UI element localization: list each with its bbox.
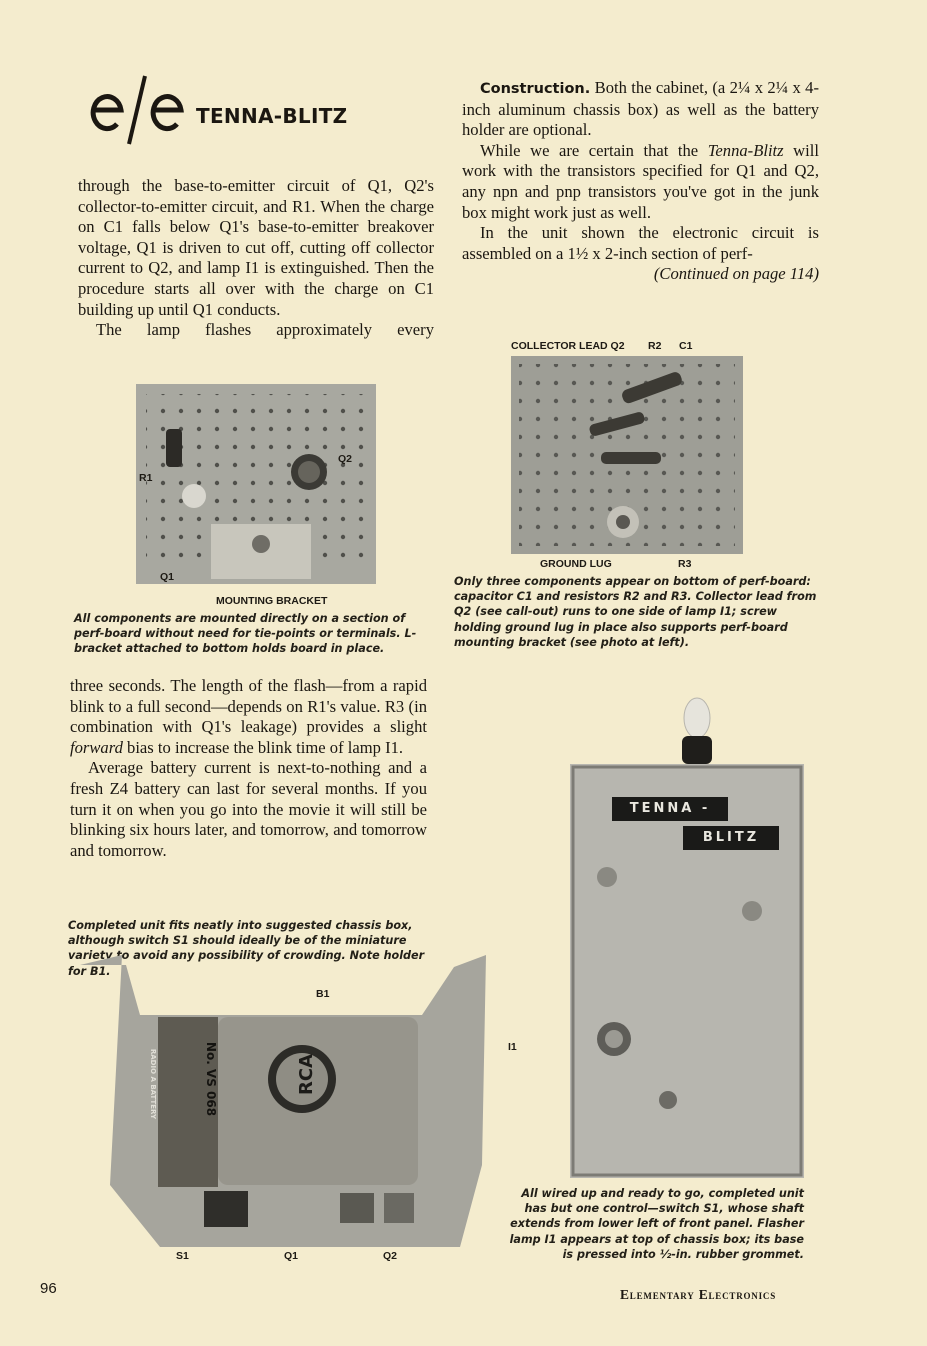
caption-chassis-box: All wired up and ready to go, completed unit has but one control—switch S1, whose shaft extends from lower left of front panel. Flasher lamp I1 appears at top of chassis box; its base is pressed into ½-in. rubber grommet. [509, 1187, 804, 1261]
label-collector-lead: COLLECTOR LEAD Q2 [511, 340, 625, 352]
label-q2-bottom: Q2 [383, 1250, 398, 1262]
label-c1: C1 [679, 340, 693, 352]
body-paragraph: The lamp flashes approximately every [96, 320, 434, 340]
photo-flasher-lamp [678, 696, 716, 766]
battery-sub-label: RADIO A BATTERY [149, 1048, 158, 1120]
right-column-top-text [462, 78, 819, 285]
panel-label-blitz: BLITZ [683, 826, 779, 850]
section-heading: Construction. [480, 81, 591, 97]
page-number: 96 [40, 1280, 57, 1297]
label-mounting-bracket: MOUNTING BRACKET [216, 595, 328, 607]
label-r3: R3 [678, 558, 692, 570]
body-paragraph: through the base-to-emitter circuit of Q1, Q2's collector-to-emitter circuit, and R1. When the charge on C1 falls below Q1's base-to-emitter breakover voltage, Q1 is driven to cut off, cutting off collector current to Q2, and lamp I1 is extinguished. Then the procedure starts all over with the charge on C1 building up until Q1 conducts. [78, 176, 434, 319]
label-s1: S1 [176, 1250, 189, 1262]
label-ground-lug: GROUND LUG [540, 558, 612, 570]
continued-note: (Continued on page 114) [653, 264, 819, 284]
label-i1: I1 [508, 1041, 517, 1053]
caption-perfboard-bottom: Only three components appear on bottom of perf-board: capacitor C1 and resistors R2 and R3. Collector lead from Q2 (see call-out) runs to one side of lamp I1; screw holding ground lug in place also supports perf-board mounting bracket (see photo at left). [454, 575, 817, 649]
body-paragraph: While we are certain that the Tenna-Blitz will work with the transistors specified for Q1 and Q2, any npn and pnp transistors you've got in the junk box might work just as well. [462, 140, 819, 222]
battery-label: No. VS 068 [204, 1041, 219, 1117]
caption-perfboard-top: All components are mounted directly on a section of perf-board without need for tie-points or terminals. L-bracket attached to bottom holds board in place. [74, 612, 417, 656]
label-r2: R2 [648, 340, 662, 352]
logo [83, 72, 195, 152]
photo-perfboard-top [136, 384, 376, 584]
left-column-top-text [78, 176, 434, 341]
body-paragraph: Average battery current is next-to-nothing and a fresh Z4 battery can last for several months. If you turn it on when you go into the movie it will still be blinking six hours later, and tomorrow, and tomorrow and tomorrow. [70, 758, 427, 860]
label-q1: Q1 [160, 571, 175, 583]
label-b1: B1 [316, 988, 330, 1000]
body-paragraph: three seconds. The length of the flash—from a rapid blink to a full second—depends on R1's value. R3 (in combination with Q1's leakage) provides a slight forward bias to increase the blink time of lamp I1. [70, 676, 427, 757]
body-paragraph: Construction. Both the cabinet, (a 2¼ x 2¼ x 4-inch aluminum chassis box) as well as the battery holder are optional. [462, 78, 819, 140]
label-r1: R1 [139, 472, 153, 484]
label-q1-bottom: Q1 [284, 1250, 299, 1262]
photo-perfboard-bottom [511, 356, 743, 554]
label-q2: Q2 [338, 453, 353, 465]
article-title: TENNA-BLITZ [196, 104, 348, 128]
panel-label-tenna: TENNA - [612, 797, 728, 821]
body-paragraph: In the unit shown the electronic circuit is assembled on a 1½ x 2-inch section of perf- [462, 223, 819, 263]
logo-ee-icon [83, 72, 195, 152]
caption-open-unit: Completed unit fits neatly into suggested chassis box, although switch S1 should ideally be of the miniature variety to avoid any possibility of crowding. Note holder for B1. [68, 919, 425, 978]
magazine-name: Elementary Electronics [620, 1287, 777, 1302]
left-column-middle-text [70, 676, 427, 861]
photo-open-unit [70, 955, 490, 1251]
rca-logo: RCA [296, 1053, 318, 1096]
